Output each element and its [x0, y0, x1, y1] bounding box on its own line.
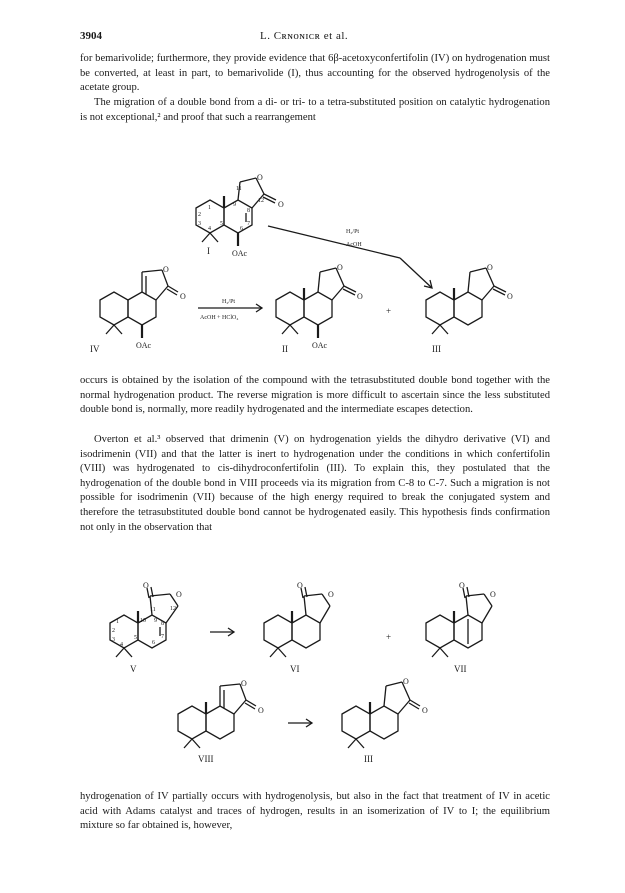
paragraph-1: for bemarivolide; furthermore, they provide evidence that 6β-acetoxyconfertifolin (IV) on hydrogenation must be converted, at least in part, to bemarivolide (I), thus accounting for the observed hydrogenolysis of the acetate group.: [80, 53, 550, 94]
atom-number: 4: [208, 226, 211, 232]
oxygen-label: O: [357, 292, 363, 301]
paragraph-4: Overton et al.³ observed that drimenin (V) on hydrogenation yields the dihydro derivative (VI) and isodrimenin (VII) and that the latter is inert to hydrogenation under the conditions in which confertifolin (VIII) was hydrogenated to cis-dihydroconfertifolin (III). To explain this, they postulated that the hydrogenation of the double bond in VIII proceeds via its migration from C-8 to C-7. Such a migration is not possible for isodrimenin (VII) because of the high energy required to break the conjugated system and therefore the tetrasubstituted double bond cannot be hydrogenated easily. This hypothesis finds confirmation not only in the observation that: [80, 434, 550, 533]
oxygen-label: O: [403, 677, 409, 686]
plus-sign: +: [386, 632, 392, 642]
compound-VIII-structure: [178, 684, 256, 748]
oxygen-label: O: [422, 706, 428, 715]
atom-number: 1: [208, 205, 211, 211]
compound-label-II: II: [282, 344, 288, 354]
compound-label-V: V: [130, 664, 137, 674]
oxygen-label: O: [163, 265, 169, 274]
compound-III-structure-1: [426, 268, 506, 334]
atom-number: 11: [236, 186, 242, 192]
atom-number: 5: [220, 221, 223, 227]
compound-label-III: III: [364, 754, 373, 764]
running-head: L. Cʀɴᴏɴɪᴄʀ et al.: [260, 30, 349, 42]
compound-label-VIII: VIII: [198, 754, 214, 764]
reagent-label: H₂/Pt: [222, 299, 236, 305]
oxygen-label: O: [487, 263, 493, 272]
paragraph-5: hydrogenation of IV partially occurs with hydrogenolysis, but also in the fact that treatment of IV in acetic acid with Adams catalyst and traces of hydrogen, results in an isomerization of IV to I; the equilibrium mixture so far obtained is, however,: [80, 791, 550, 832]
oxygen-label: O: [328, 590, 334, 599]
paragraph-2: The migration of a double bond from a di- or tri- to a tetra-substituted position on catalytic hydrogenation is not exceptional,² and proof that such a rearrangement: [80, 97, 550, 123]
atom-number: 3: [198, 221, 201, 227]
atom-number: 2: [198, 212, 201, 218]
compound-III-structure-2: [342, 682, 420, 748]
oxygen-label: O: [176, 590, 182, 599]
oxygen-label: O: [241, 679, 247, 688]
oxygen-label: O: [297, 581, 303, 590]
oxygen-label: O: [459, 581, 465, 590]
oxygen-label: O: [337, 263, 343, 272]
atom-number: 5: [134, 635, 137, 641]
oxygen-label: O: [490, 590, 496, 599]
atom-number: 10: [140, 618, 146, 624]
scheme-2: [0, 578, 625, 768]
atom-number: 4: [120, 642, 123, 648]
atom-number: 7: [161, 634, 164, 640]
reagent-label: AcOH + HClO₄: [200, 315, 239, 321]
atom-number: 1: [116, 619, 119, 625]
oac-label: OAc: [232, 249, 248, 258]
compound-VI-structure: [264, 587, 330, 657]
atom-number: 9: [233, 202, 236, 208]
reagent-label: H₂/Pt: [346, 229, 360, 235]
compound-VII-structure: [426, 587, 492, 657]
oxygen-label: O: [257, 173, 263, 182]
plus-sign: +: [386, 306, 392, 316]
atom-number: 6: [152, 640, 155, 646]
oxygen-label: O: [143, 581, 149, 590]
atom-number: 8: [161, 621, 164, 627]
compound-label-VII: VII: [454, 664, 467, 674]
page-number: 3904: [80, 30, 102, 42]
atom-number: 2: [112, 628, 115, 634]
scheme-1: [0, 130, 625, 370]
compound-II-structure: [276, 268, 356, 338]
atom-number: 11: [150, 607, 156, 613]
oxygen-label: O: [278, 200, 284, 209]
atom-number: 3: [112, 637, 115, 643]
oxygen-label: O: [180, 292, 186, 301]
oxygen-label: O: [258, 706, 264, 715]
oac-label: OAc: [136, 341, 152, 350]
compound-label-IV: IV: [90, 344, 100, 354]
atom-number: 12: [258, 198, 264, 204]
compound-IV-structure: [100, 270, 178, 338]
compound-label-VI: VI: [290, 664, 300, 674]
atom-number: 8: [247, 208, 250, 214]
atom-number: 7: [247, 221, 250, 227]
reagent-label: AcOH: [346, 242, 362, 248]
oac-label: OAc: [312, 341, 328, 350]
oxygen-label: O: [507, 292, 513, 301]
compound-label-I: I: [207, 246, 210, 256]
atom-number: 12: [170, 606, 176, 612]
atom-number: 9: [154, 618, 157, 624]
paragraph-3: occurs is obtained by the isolation of the compound with the tetrasubstituted double bond together with the normal hydrogenation product. The reverse migration is more difficult to ascertain since the less substituted double bond is, normally, more readily hydrogenated and the intermediate escapes detection.: [80, 375, 550, 416]
compound-label-III: III: [432, 344, 441, 354]
atom-number: 6: [240, 226, 243, 232]
